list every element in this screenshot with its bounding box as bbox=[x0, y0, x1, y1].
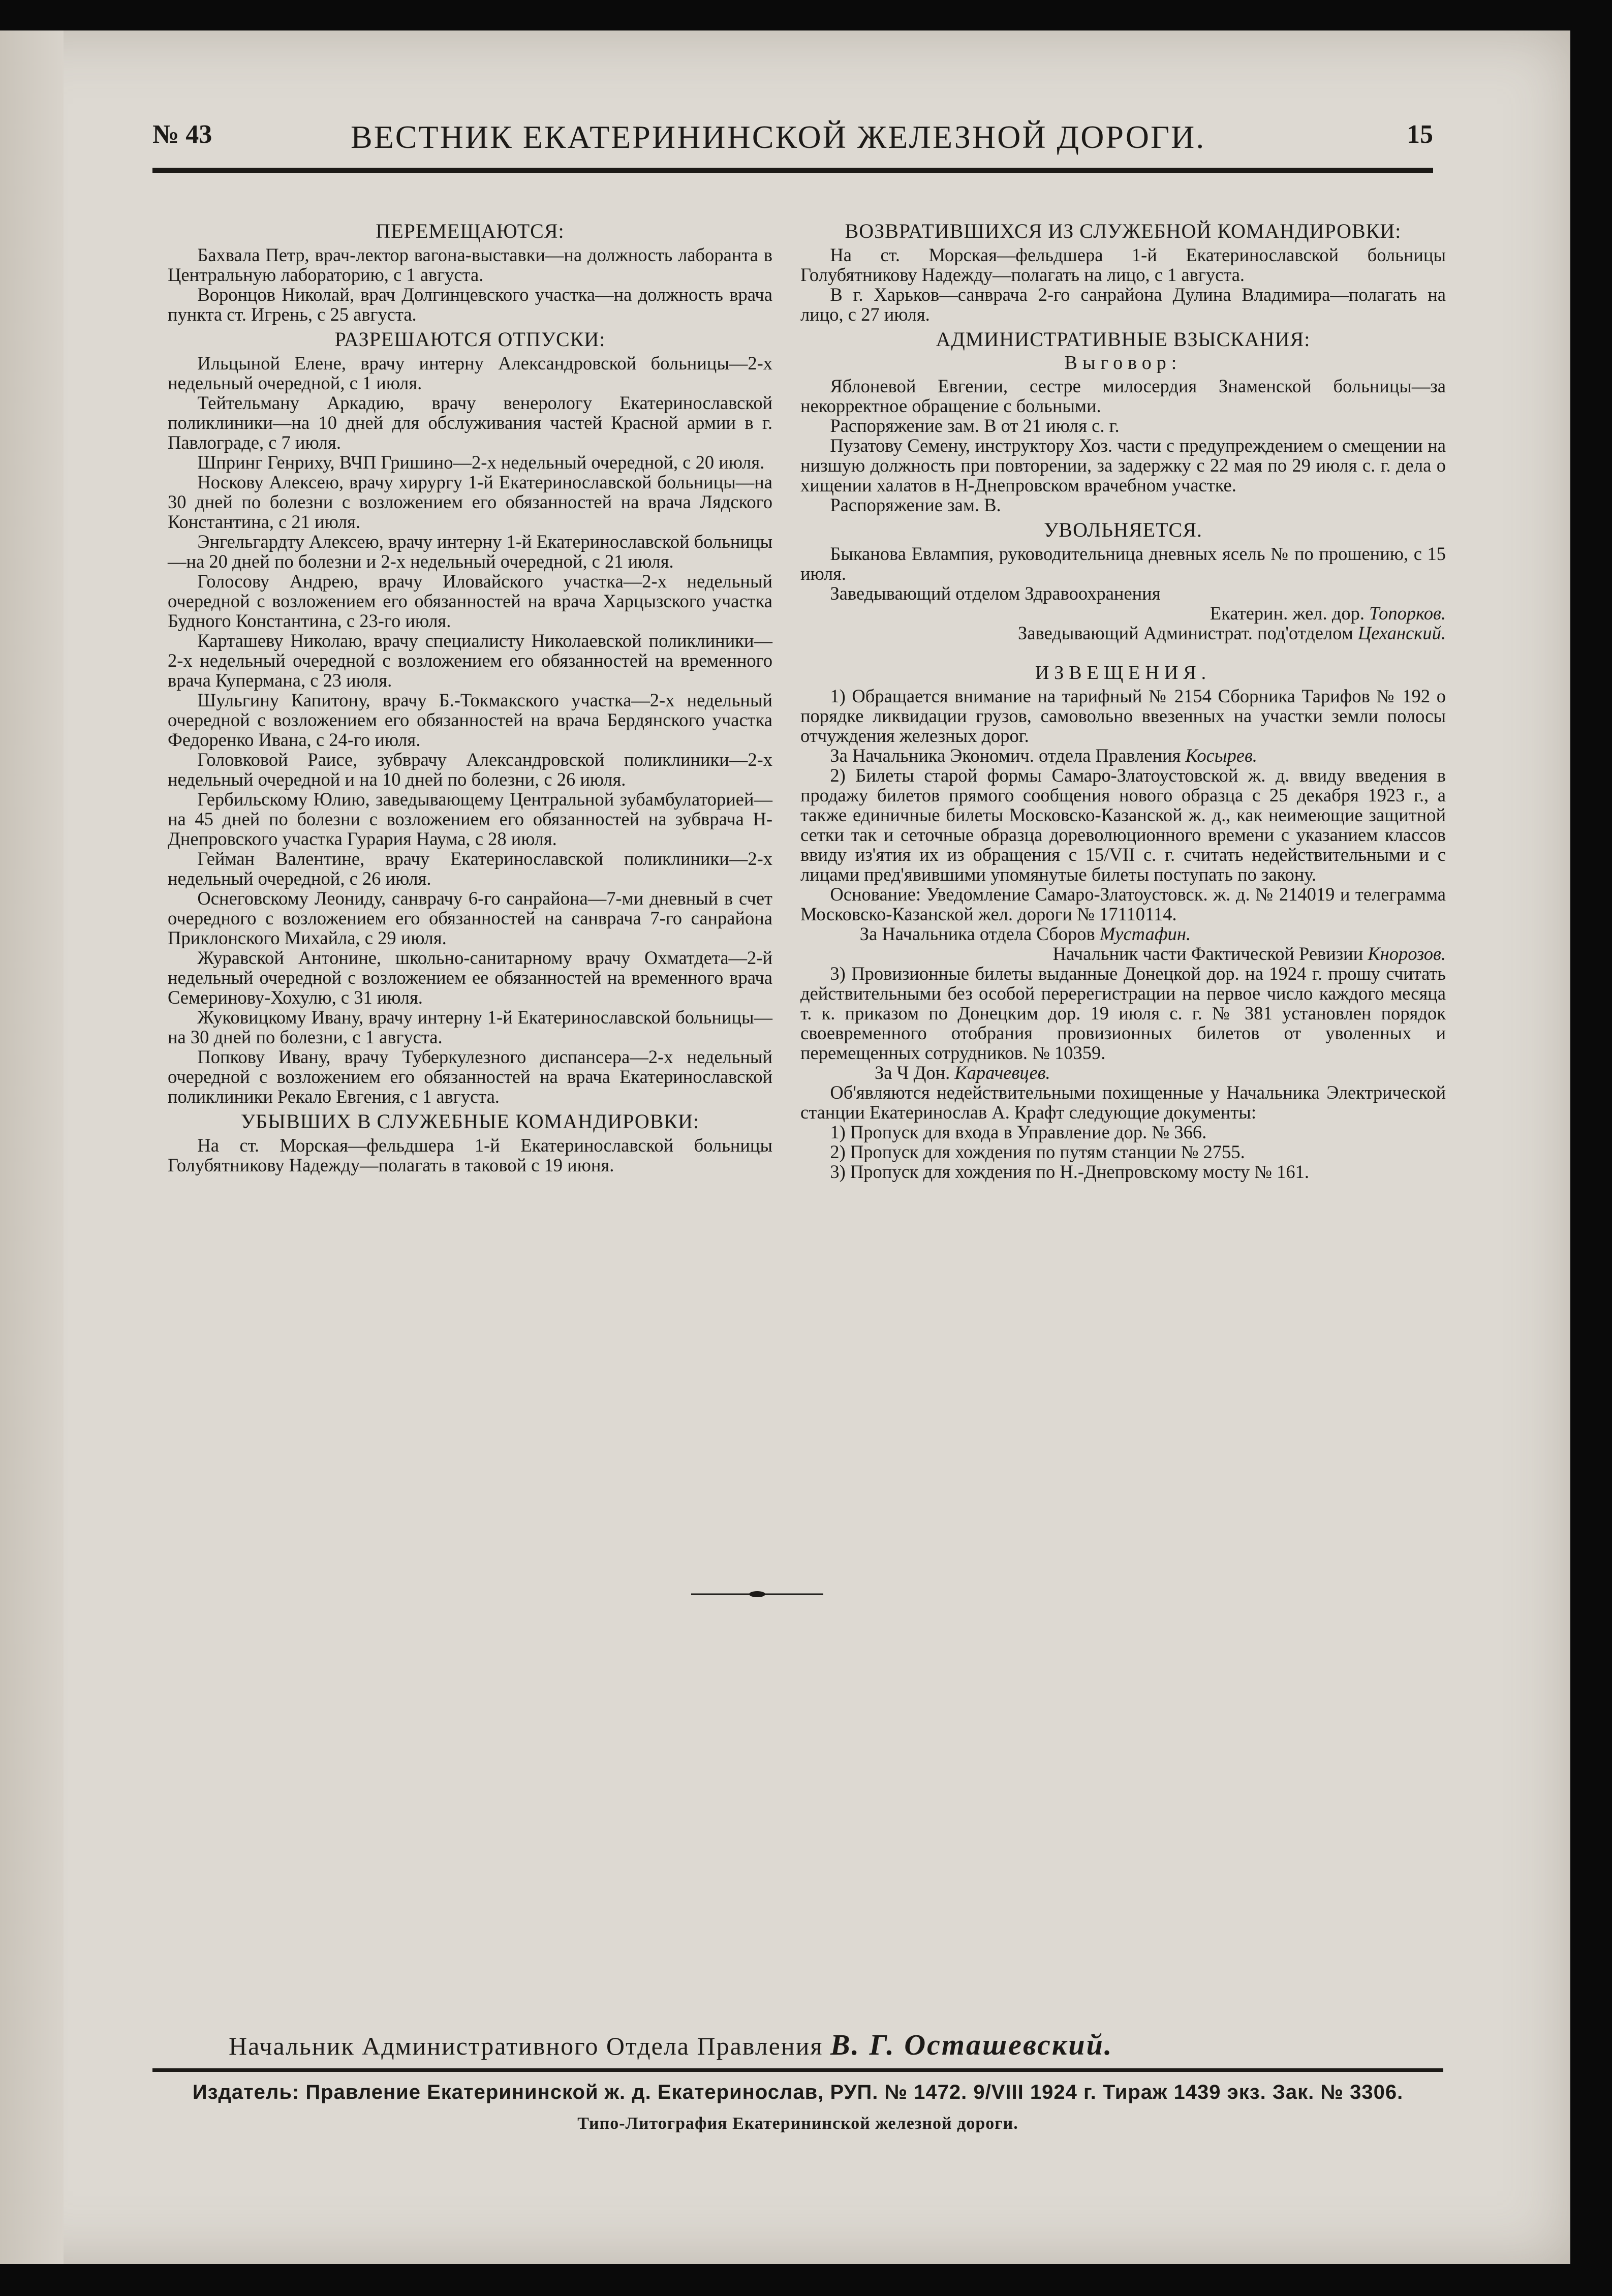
page-number: 15 bbox=[1407, 120, 1433, 149]
section-title-transfers: ПЕРЕМЕЩАЮТСЯ: bbox=[376, 220, 565, 242]
notice-paragraph: 1) Обращается внимание на тарифный № 2154 Сборника Тарифов № 192 о порядке ликвидации грузов, самовольно ввезенных на участки земли полосы отчуждения железных дорог. bbox=[800, 686, 1446, 746]
section-title-departed: УБЫВШИХ В СЛУЖЕБНЫЕ КОМАНДИРОВКИ: bbox=[240, 1110, 700, 1133]
leave-entry: Тейтельману Аркадию, врачу венерологу Екатеринославской поликлиники—на 10 дней для обслуживания частей Красной армии в г. Павлограде, с 7 июля. bbox=[168, 392, 772, 453]
signature-name: Цеханский. bbox=[1357, 623, 1446, 643]
leave-entry: Гербильскому Юлию, заведывающему Центральной зубамбулаторией—на 45 дней по болезни с возложением его обязанностей на зубврача Н-Днепровского участка Гурария Наума, с 28 июля. bbox=[168, 789, 772, 849]
penalty-entry: Яблоневой Евгении, сестре милосердия Знаменской больницы—за некорректное обращение с больными. bbox=[800, 376, 1446, 416]
right-column bbox=[800, 216, 1446, 1182]
signature-line bbox=[800, 746, 1446, 765]
signature-role: Заведывающий Администрат. под'отделом bbox=[1018, 623, 1353, 643]
left-column bbox=[168, 216, 772, 1175]
notice-paragraph: Основание: Уведомление Самаро-Златоустовск. ж. д. № 214019 и телеграмма Московско-Казанской жел. дороги № 17110114. bbox=[800, 884, 1446, 924]
leave-entry: Попкову Ивану, врачу Туберкулезного диспансера—2-х недельный очередной с возложением его обязанностей на врача Екатеринославской поликлиники Рекало Евгения, с 1 августа. bbox=[168, 1046, 772, 1107]
leave-entry: Журавской Антонине, школьно-санитарному врачу Охматдета—2-й недельный очередной с возложением ее обязанностей на временного врача Семеринову-Хохулю, с 31 июля. bbox=[168, 947, 772, 1008]
signature-line bbox=[800, 924, 1446, 944]
section-title-notices: ИЗВЕЩЕНИЯ. bbox=[1035, 662, 1212, 684]
penalty-entry: Пузатову Семену, инструктору Хоз. части с предупреждением о смещении на низшую должность при повторении, за задержку с 22 мая по 29 июля с. г. дела о хищении халатов в Н-Днепровском врачебном участке. bbox=[800, 435, 1446, 495]
document-list-item: 3) Пропуск для хождения по Н.-Днепровскому мосту № 161. bbox=[830, 1161, 1309, 1182]
signature-name: Мустафин. bbox=[1099, 923, 1191, 944]
leave-entry: Шульгину Капитону, врачу Б.-Токмакского участка—2-х недельный очередной с возложением его обязанностей на врача Бердянского участка Федоренко Ивана, с 24-го июля. bbox=[168, 690, 772, 750]
subsection-reprimand: Выговор: bbox=[1064, 352, 1182, 374]
closing-signature bbox=[229, 2028, 1438, 2062]
signature-line: Заведывающий отделом Здравоохранения bbox=[830, 583, 1161, 604]
closing-signature-name: В. Г. Осташевский. bbox=[830, 2028, 1113, 2061]
transfer-entry: Воронцов Николай, врач Долгинцевского участка—на должность врача пункта ст. Игрень, с 25 августа. bbox=[168, 284, 772, 325]
notice-paragraph: 3) Провизионные билеты выданные Донецкой дор. на 1924 г. прошу считать действительными без особой перерегистрации на первое число каждого месяца т. к. приказом по Донецким дор. 19 июля с. г. № 381 установлен порядок своевременного отобрания провизионных билетов от уволенных и перемещенных сотрудников. № 10359. bbox=[800, 963, 1446, 1063]
leave-entry: Жуковицкому Ивану, врачу интерну 1-й Екатеринославской больницы—на 30 дней по болезни, с 1 августа. bbox=[168, 1007, 772, 1047]
footer-rule bbox=[152, 2068, 1443, 2072]
issue-number: № 43 bbox=[152, 120, 212, 149]
newspaper-title: ВЕСТНИК ЕКАТЕРИНИНСКОЙ ЖЕЛЕЗНОЙ ДОРОГИ. bbox=[351, 119, 1206, 155]
section-title-leaves: РАЗРЕШАЮТСЯ ОТПУСКИ: bbox=[334, 328, 606, 351]
newspaper-page bbox=[0, 30, 1570, 2264]
ornament-divider bbox=[691, 1591, 823, 1598]
signature-role: За Начальника Экономич. отдела Правления bbox=[830, 745, 1181, 766]
printer-line: Типо-Литография Екатерининской железной дороги. bbox=[577, 2114, 1018, 2133]
leave-entry: Шпринг Генриху, ВЧП Гришино—2-х недельный очередной, с 20 июля. bbox=[197, 452, 765, 473]
signature-role: Начальник части Фактической Ревизии bbox=[1052, 943, 1363, 964]
signature-line bbox=[800, 603, 1446, 623]
penalty-order: Распоряжение зам. В. bbox=[830, 494, 1001, 515]
leave-entry: Носкову Алексею, врачу хирургу 1-й Екатеринославской больницы—на 30 дней по болезни с возложением его обязанностей на врача Лядского Константина, с 21 июля. bbox=[168, 472, 772, 532]
leave-entry: Головковой Раисе, зубврачу Александровской поликлиники—2-х недельный очередной и на 10 дней по болезни, с 26 июля. bbox=[168, 749, 772, 790]
leave-entry: Голосову Андрею, врачу Иловайского участка—2-х недельный очередной с возложением его обязанностей на врача Харцызского участка Будного Константина, с 23-го июля. bbox=[168, 571, 772, 631]
notice-paragraph: Об'являются недействительными похищенные у Начальника Электрической станции Екатеринослав А. Крафт следующие документы: bbox=[800, 1082, 1446, 1123]
signature-role: За Ч Дон. bbox=[875, 1062, 950, 1083]
signature-line bbox=[800, 623, 1446, 643]
publisher-line: Издатель: Правление Екатерининской ж. д. Екатеринослав, РУП. № 1472. 9/VIII 1924 г. Тираж 1439 экз. Зак. № 3306. bbox=[192, 2081, 1404, 2103]
leave-entry: Ильцыной Елене, врачу интерну Александровской больницы—2-х недельный очередной, с 1 июля. bbox=[168, 353, 772, 393]
return-entry: В г. Харьков—санврача 2-го санрайона Дулина Владимира—полагать на лицо, с 27 июля. bbox=[800, 284, 1446, 325]
section-title-penalties: АДМИНИСТРАТИВНЫЕ ВЗЫСКАНИЯ: bbox=[936, 328, 1311, 351]
dismissal-entry: Быканова Евлампия, руководительница дневных ясель № по прошению, с 15 июля. bbox=[800, 543, 1446, 584]
leave-entry: Карташеву Николаю, врачу специалисту Николаевской поликлиники—2-х недельный очередной с возложением его обязанностей на временного врача Купермана, с 23 июля. bbox=[168, 630, 772, 691]
header-rule bbox=[152, 168, 1433, 173]
penalty-order: Распоряжение зам. В от 21 июля с. г. bbox=[830, 415, 1120, 436]
leave-entry: Оснеговскому Леониду, санврачу 6-го санрайона—7-ми дневный в счет очередного с возложением его обязанностей на санврача 7-го санрайона Приклонского Михайла, с 29 июля. bbox=[168, 888, 772, 948]
leave-entry: Энгельгардту Алексею, врачу интерну 1-й Екатеринославской больницы—на 20 дней по болезни и 2-х недельный очередной, с 21 июля. bbox=[168, 531, 772, 572]
signature-line bbox=[800, 1063, 1446, 1082]
signature-role: Екатерин. жел. дор. bbox=[1210, 603, 1365, 624]
document-list-item: 1) Пропуск для входа в Управление дор. № 366. bbox=[830, 1122, 1207, 1142]
signature-name: Карачевцев. bbox=[954, 1062, 1050, 1083]
page-header bbox=[152, 119, 1433, 175]
notice-paragraph: 2) Билеты старой формы Самаро-Златоустовской ж. д. ввиду введения в продажу билетов прямого сообщения нового образца с 25 декабря 1923 г., а также единичные билеты Московско-Казанской ж. д., как неимеющие защитной сетки так и сеточные образца дореволюционного времени с указанием классов ввиду из'ятия их из обращения с 15/VII с. г. считать недействительными и с лицами пред'явившими упомянутые билеты поступать по закону. bbox=[800, 765, 1446, 885]
departure-entry: На ст. Морская—фельдшера 1-й Екатеринославской больницы Голубятникову Надежду—полагать в таковой с 19 июня. bbox=[168, 1135, 772, 1175]
signature-line bbox=[800, 944, 1446, 964]
transfer-entry: Бахвала Петр, врач-лектор вагона-выставки—на должность лаборанта в Центральную лабораторию, с 1 августа. bbox=[168, 244, 772, 285]
signature-name: Топорков. bbox=[1369, 603, 1446, 624]
document-list-item: 2) Пропуск для хождения по путям станции № 2755. bbox=[830, 1141, 1245, 1162]
signature-name: Косырев. bbox=[1185, 745, 1257, 766]
closing-signature-role: Начальник Административного Отдела Правления bbox=[229, 2032, 823, 2060]
return-entry: На ст. Морская—фельдшера 1-й Екатеринославской больницы Голубятникову Надежду—полагать на лицо, с 1 августа. bbox=[800, 244, 1446, 285]
section-title-dismissed: УВОЛЬНЯЕТСЯ. bbox=[1044, 518, 1202, 541]
section-title-returned: ВОЗВРАТИВШИХСЯ ИЗ СЛУЖЕБНОЙ КОМАНДИРОВКИ: bbox=[845, 220, 1402, 242]
signature-role: За Начальника отдела Сборов bbox=[859, 923, 1095, 944]
adjacent-page-edge bbox=[0, 30, 64, 2264]
signature-name: Кнорозов. bbox=[1368, 943, 1446, 964]
leave-entry: Гейман Валентине, врачу Екатеринославской поликлиники—2-х недельный очередной, с 26 июля. bbox=[168, 848, 772, 889]
